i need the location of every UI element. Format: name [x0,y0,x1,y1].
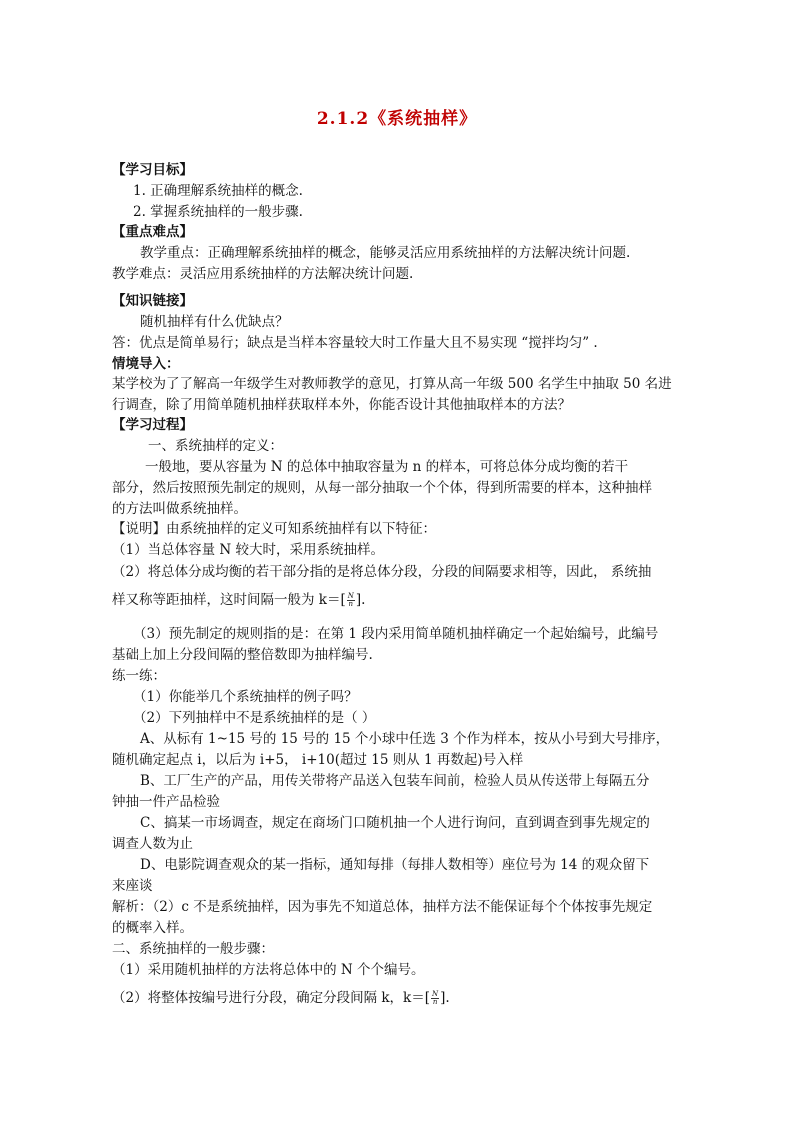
option-c: C、搞某一市场调查，规定在商场门口随机抽一个人进行询问，直到调查到事先规定的 [140,815,650,831]
section-heading-knowledge-link: 【知识链接】 [112,293,193,309]
analysis-line: 的概率入样。 [112,920,193,936]
formula-text: ]. [355,592,366,608]
formula-text: ]. [440,990,450,1006]
option-c-continued: 调查人数为止 [112,836,193,852]
formula-text: 样又称等距抽样，这时间隔一般为 k＝[ [112,592,346,608]
option-b: B、工厂生产的产品，用传关带将产品送入包装车间前，检验人员从传送带上每隔五分 [140,773,650,789]
paragraph-line: （2）将总体分成均衡的若干部分指的是将总体分段，分段的间隔要求相等，因此， 系统抽 [112,564,652,580]
answer-text: 答：优点是简单易行；缺点是当样本容量较大时工作量大且不易实现 “搅拌均匀” . [112,335,598,351]
step-formula-line [112,988,450,1008]
teaching-difficulty: 教学难点：灵活应用系统抽样的方法解决统计问题. [112,266,414,282]
teaching-key-point: 教学重点：正确理解系统抽样的概念，能够灵活应用系统抽样的方法解决统计问题. [140,245,631,261]
formula-line [112,590,365,610]
objective-item: 2. 掌握系统抽样的一般步骤. [133,204,303,220]
practice-heading: 练一练： [112,668,166,684]
question-text: 随机抽样有什么优缺点？ [140,314,289,330]
practice-item: （2）下列抽样中不是系统抽样的是（ ） [133,710,376,726]
paragraph-line: （3）预先制定的规则指的是：在第 1 段内采用简单随机抽样确定一个起始编号，此编号 [133,626,659,642]
fraction-denominator: n [432,998,438,1006]
section-heading-scenario: 情境导入： [112,356,180,372]
fraction-numerator: N [432,990,439,998]
paragraph-line: 部分，然后按照预先制定的规则，从每一部分抽取一个个体，得到所需要的样本，这种抽样 [112,480,652,496]
paragraph-line: 某学校为了了解高一年级学生对教师教学的意见，打算从高一年级 500 名学生中抽取 50 名进 [112,376,672,392]
subsection-heading: 一、系统抽样的定义： [148,438,283,454]
option-a-continued: 随机确定起点 i，以后为 i+5， i+10(超过 15 则从 1 再数起)号入样 [112,752,524,768]
option-a: A、从标有 1~15 号的 15 号的 15 个小球中任选 3 个作为样本，按从小号到大号排序， [140,731,670,747]
formula-text: （2）将整体按编号进行分段，确定分段间隔 k，k＝[ [112,990,431,1006]
fraction [431,991,439,1006]
note-heading-line: 【说明】由系统抽样的定义可知系统抽样有以下特征： [112,521,436,537]
practice-item: （1）你能举几个系统抽样的例子吗？ [133,689,358,705]
section-heading-key-points: 【重点难点】 [112,224,193,240]
document-title: 2.1.2《系统抽样》 [316,109,478,129]
option-b-continued: 钟抽一件产品检验 [112,794,220,810]
paragraph-line: 行调查，除了用简单随机抽样获取样本外，你能否设计其他抽取样本的方法？ [112,397,571,413]
paragraph-line: （1）当总体容量 N 较大时，采用系统抽样。 [112,542,384,558]
section-heading-objectives: 【学习目标】 [112,162,193,178]
objective-item: 1. 正确理解系统抽样的概念. [133,183,303,199]
paragraph-line: 基础上加上分段间隔的整倍数即为抽样编号. [112,647,373,663]
fraction [347,593,355,608]
step-item: （1）采用随机抽样的方法将总体中的 N 个个编号。 [112,962,425,978]
analysis-line: 解析：（2）c 不是系统抽样，因为事先不知道总体，抽样方法不能保证每个个体按事先规定 [112,899,653,915]
section-heading-process: 【学习过程】 [112,417,193,433]
option-d-continued: 来座谈 [112,878,153,894]
option-d: D、电影院调查观众的某一指标，通知每排（每排人数相等）座位号为 14 的观众留下 [140,857,650,873]
paragraph-line: 的方法叫做系统抽样。 [112,501,247,517]
subsection-heading: 二、系统抽样的一般步骤： [112,941,274,957]
paragraph-line: 一般地，要从容量为 N 的总体中抽取容量为 n 的样本，可将总体分成均衡的若干 [145,459,629,475]
fraction-numerator: N [347,592,354,600]
fraction-denominator: n [348,600,354,608]
